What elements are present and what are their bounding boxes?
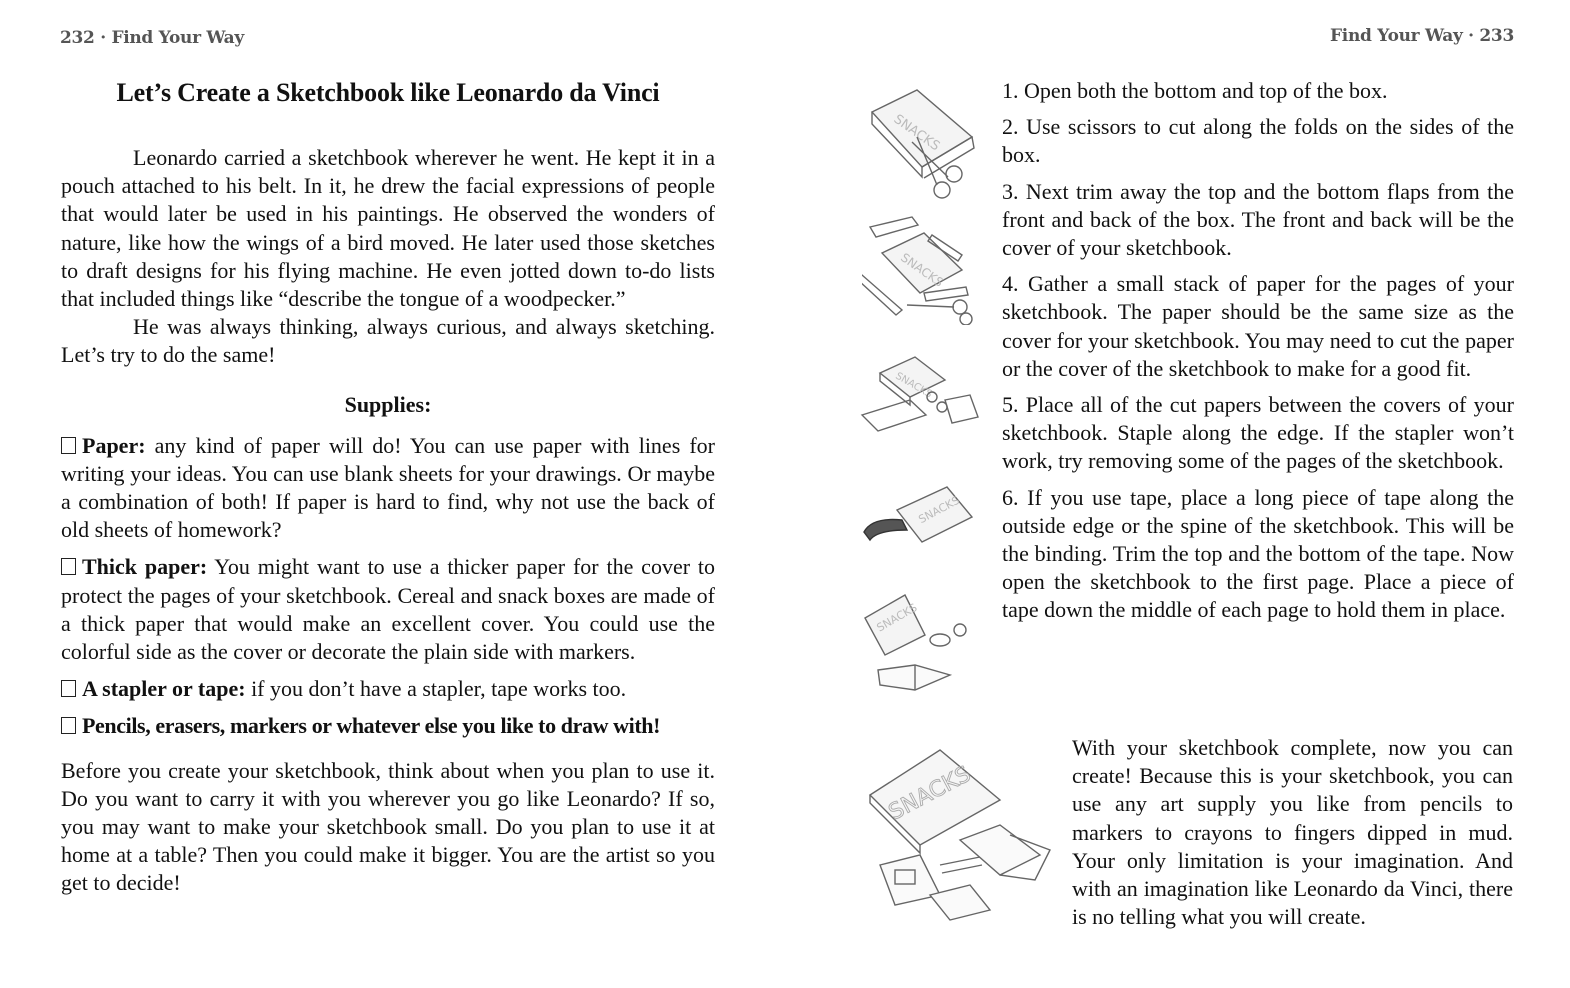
supply-item-stapler: [61, 675, 715, 703]
step-5: 5. Place all of the cut papers between the covers of your sketchbook. Staple along the edge. If the stapler won’t work, try removing some of the pages of the sketchbook.: [1002, 392, 1514, 474]
right-closing-paragraph: With your sketchbook complete, now you can create! Because this is your sketchbook, you can use any art supply you like from pencils to markers to crayons to fingers dipped in mud. Your only limitation is your imagination. And with an imagination like Leonardo da Vinci, there is no telling what you will create.: [1072, 735, 1513, 930]
checkbox-icon: [61, 717, 76, 734]
svg-text:SNACKS: SNACKS: [916, 493, 962, 527]
svg-text:SNACKS: SNACKS: [890, 111, 943, 155]
right-page: [1002, 77, 1514, 633]
step-3: 3. Next trim away the top and the bottom flaps from the front and back of the box. The front and back will be the cover of your sketchbook.: [1002, 178, 1514, 261]
checkbox-icon: [61, 437, 76, 454]
intro-paragraph: He was always thinking, always curious, and always sketching. Let’s try to do the same!: [61, 314, 715, 368]
step-1: 1. Open both the bottom and top of the box.: [1002, 78, 1388, 103]
supply-label: Pencils, erasers, markers or whatever else you like to draw with!: [82, 713, 661, 739]
cut-box-flaps-illustration: [862, 215, 977, 325]
paper-stack-trim-illustration: [860, 355, 980, 435]
snack-box-scissors-illustration: [862, 82, 977, 202]
supply-label: Thick paper:: [82, 554, 208, 580]
running-head-right: Find Your Way · 233: [1330, 26, 1514, 46]
running-head-left: 232 · Find Your Way: [60, 28, 244, 48]
supply-text: You might want to use a thicker paper for the cover to protect the pages of your sketchbook. Cereal and snack boxes are made of a thick paper that would make an excellent cover. You could use the colorful side as the cover or decorate the plain side with markers.: [61, 554, 715, 665]
checkbox-icon: [61, 680, 76, 697]
step-6: 6. If you use tape, place a long piece of tape along the outside edge or the spine of the sketchbook. This will be the binding. Trim the top and the bottom of the tape. Now open the sketchbook to the first page. Place a piece of tape down the middle of each page to hold them in place.: [1002, 484, 1514, 623]
finished-sketchbooks-illustration: [860, 745, 1060, 925]
svg-text:SNACKS: SNACKS: [874, 600, 920, 635]
step-2: 2. Use scissors to cut along the folds on the sides of the box.: [1002, 114, 1514, 168]
step-4: 4. Gather a small stack of paper for the pages of your sketchbook. The paper should be the same size as the cover for your sketchbook. You may need to cut the paper or the cover of the sketchbook to make for a good fit.: [1002, 271, 1514, 381]
tape-binding-illustration: [860, 590, 975, 700]
supplies-heading: Supplies:: [344, 391, 432, 417]
supply-label: Paper:: [82, 432, 146, 458]
svg-text:SNACKS: SNACKS: [884, 761, 976, 826]
supply-text: if you don’t have a stapler, tape works too.: [245, 676, 627, 702]
supply-label: A stapler or tape:: [82, 676, 246, 702]
supply-item-pencils: [61, 712, 715, 740]
supply-text: any kind of paper will do! You can use paper with lines for writing your ideas. You can use blank sheets for your drawings. Or maybe a combination of both! If paper is hard to find, why not use the back of old sheets of homework?: [61, 432, 715, 543]
page-title: Let’s Create a Sketchbook like Leonardo da Vinci: [116, 78, 660, 107]
supply-item-thick-paper: [61, 553, 715, 666]
intro-paragraph: Leonardo carried a sketchbook wherever he went. He kept it in a pouch attached to his belt. In it, he drew the facial expressions of people that would later be used in his paintings. He observed the wonders of nature, like how the wings of a bird moved. He later used those sketches to draft designs for his flying machine. He even jotted down to-do lists that included things like “describe the tongue of a woodpecker.”: [61, 145, 715, 312]
left-page: [61, 72, 715, 898]
svg-text:SNACKS: SNACKS: [893, 370, 934, 401]
checkbox-icon: [61, 558, 76, 575]
supply-item-paper: [61, 432, 715, 545]
stapler-sketchbook-illustration: [862, 482, 977, 552]
closing-paragraph: Before you create your sketchbook, think about when you plan to use it. Do you want to carry it with you wherever you go like Leonardo? If so, you may want to make your sketchbook small. Do you plan to use it at home at a table? Then you could make it bigger. You are the artist so you get to decide!: [61, 757, 715, 896]
svg-text:SNACKS: SNACKS: [898, 250, 946, 290]
